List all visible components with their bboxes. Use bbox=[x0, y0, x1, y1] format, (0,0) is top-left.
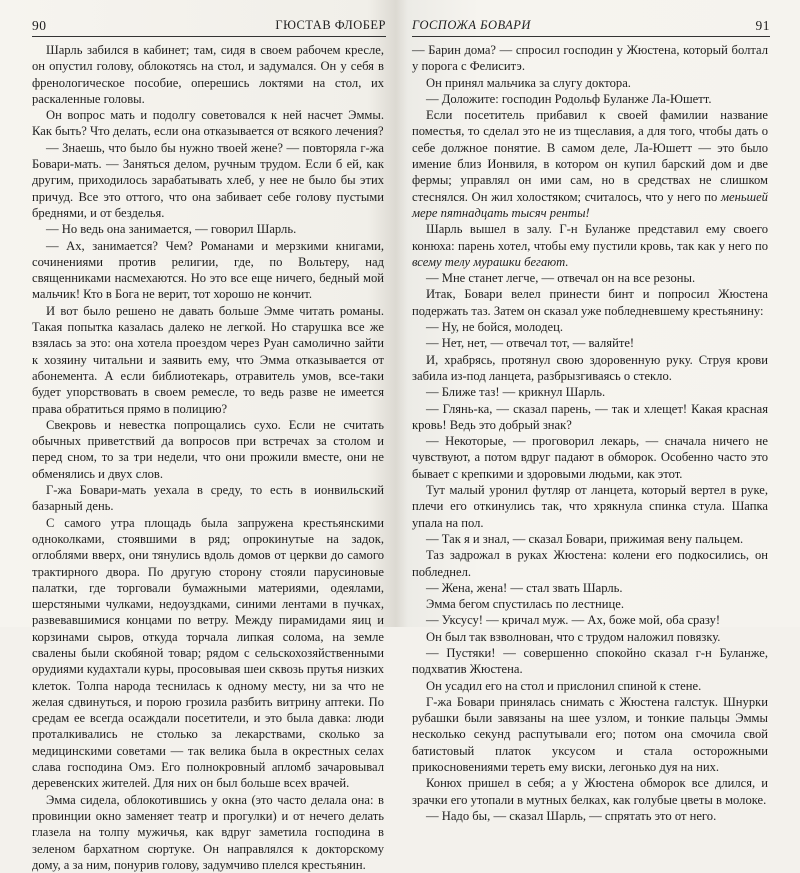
paragraph: И, храбрясь, протянул свою здоровенную руку. Струя крови забила из-под ланцета, разбрызгиваясь о стекло. bbox=[412, 352, 768, 383]
paragraph: Он вопрос мать и подолгу советовался к ней насчет Эммы. Как быть? Что делать, если она отказывается от всякого лечения? bbox=[32, 108, 384, 139]
paragraph: — Ах, занимается? Чем? Романами и мерзкими книгами, сочинениями против религии, где, по Вольтеру, над священниками насмехаются. Но это все еще ничего, бедный мой мальчик! Кто в Бога не верит, тот хорошо не кончит. bbox=[32, 238, 384, 302]
paragraph: Шарль забился в кабинет; там, сидя в своем рабочем кресле, он опустил голову, облокотясь на стол, и задумался. Он у себя в френологическое пособие, оперешись локтями на стол, их раскаленные головы. bbox=[32, 43, 384, 106]
paragraph: — Мне станет легче, — отвечал он на все резоны. bbox=[426, 271, 696, 286]
paragraph: — Знаешь, что было бы нужно твоей жене? — повторяла г-жа Бовари-мать. — Заняться делом, ручным трудом. Если б ей, как другим, приходилось зарабатывать хлеб, у нее не было бы этих причуд. Все это оттого, что она забивает себе голову пустыми бреднями, и от безделья. bbox=[32, 140, 384, 220]
paragraph: — Уксусу! — кричал муж. — Ах, боже мой, оба сразу! bbox=[426, 613, 721, 628]
paragraph: — Жена, жена! — стал звать Шарль. bbox=[426, 580, 623, 595]
page-header bbox=[32, 14, 386, 38]
italic-phrase: всему телу мурашки бегают. bbox=[412, 254, 569, 269]
paragraph: — Ну, не бойся, молодец. bbox=[426, 320, 563, 335]
paragraph: Он усадил его на стол и прислонил спиной к стене. bbox=[426, 678, 702, 693]
paragraph: — Надо бы, — сказал Шарль, — спрятать это от него. bbox=[426, 808, 717, 823]
running-head: ГЮСТАВ ФЛОБЕР bbox=[275, 18, 386, 32]
paragraph: — Глянь-ка, — сказал парень, — так и хлещет! Какая красная кровь! Ведь это добрый знак? bbox=[412, 401, 768, 432]
paragraph: — Барин дома? — спросил господин у Жюстена, который болтал у порога с Фелиситэ. bbox=[412, 43, 768, 74]
paragraph: — Доложите: господин Родольф Буланже Ла-Юшетт. bbox=[426, 91, 712, 106]
paragraph bbox=[412, 107, 768, 221]
italic-phrase: меньшей мере пятнадцать тысяч ренты! bbox=[412, 189, 768, 220]
running-head: ГОСПОЖА БОВАРИ bbox=[412, 18, 531, 32]
page-number: 91 bbox=[755, 18, 770, 33]
paragraph: С самого утра площадь была запружена крестьянскими одноколками, стоявшими в ряд; опрокинутые на задок, оглоблями вверх, они тянулись вдоль домов от церкви до самого трактирного двора. По другую сторону стояли парусиновые палатки, где торговали бумажными материями, одеялами, шерстяными чулками, недоуздками, синими лентами в пучках, развевавшимися концами по ветру. Между пирамидами яиц и корзинами сыров, откуда торчала липкая солома, на земле свалены были скобяной товар; рядом с сельскохозяйственными орудиями кудахтали куры, просовывая шеи сквозь прутья низких клеток. Толпа народа теснилась к одному месту, ни за что не желая сдвинуться, и порою грозила разбить витрину аптеки. По средам ее всегда осаждали посетители, и это была давка: люди проталкивались не столько за лекарствами, сколько за медицинскими советами — так велика была в окрестных селах слава господина Омэ. Его полнокровный апломб зачаровывал деревенских жителей. Для них он был больше всех врачей. bbox=[32, 515, 384, 791]
paragraph: — Но ведь она занимается, — говорил Шарль. bbox=[46, 222, 297, 237]
page-number: 90 bbox=[32, 18, 47, 33]
paragraph: Таз задрожал в руках Жюстена: колени его подкосились, он побледнел. bbox=[412, 548, 768, 579]
paragraph-text: Если посетитель прибавил к своей фамилии название поместья, то сделал это не из тщеславия, а для того, чтобы дать о себе должное понятие. В самом деле, Ла-Юшетт — это было имение близ Ионвиля, в котором он купил барский дом и две фермы; управлял он ими сам, но в средствах не слишком стеснялся. Он жил холостяком; считалось, что у него по bbox=[412, 108, 768, 204]
paragraph: Конюх пришел в себя; а у Жюстена обморок все длился, и зрачки его утопали в мутных белках, как голубые цветы в молоке. bbox=[412, 776, 768, 807]
paragraph: Итак, Бовари велел принести бинт и попросил Жюстена подержать таз. Затем он сказал уже побледневшему крестьянину: bbox=[412, 287, 768, 318]
paragraph: — Так я и знал, — сказал Бовари, прижимая вену пальцем. bbox=[426, 531, 744, 546]
paragraph: Эмма бегом спустилась по лестнице. bbox=[426, 597, 625, 612]
header-rule bbox=[32, 36, 386, 37]
header-rule bbox=[412, 36, 770, 37]
paragraph: Свекровь и невестка попрощались сухо. Если не считать обычных приветствий да вопросов при встречах за столом и перед сном, то за три недели, что они прожили вместе, они не обменялись и двух слов. bbox=[32, 417, 384, 481]
paragraph: Эмма сидела, облокотившись у окна (это часто делала она: в провинции окно заменяет театр и прогулки) и от нечего делать глазела на толпу мужичья, как вдруг заметила господина в зеленом бархатном сюртуке. Он направлялся к докторскому дому, а за ним, понурив голову, задумчиво плелся крестьянин. bbox=[32, 792, 384, 872]
paragraph: Он принял мальчика за слугу доктора. bbox=[426, 75, 631, 90]
paragraph: И вот было решено не давать больше Эмме читать романы. Такая попытка казалась далеко не легкой. Но старушка все же взялась за это: она хотела проездом через Руан самолично зайти к хозяину читальни и заявить ему, что Эмма отказывается от абонемента. А если библиотекарь, отравитель умов, все-таки будет упорствовать в своем ремесле, то ведь разве не имеется права обратиться прямо в полицию? bbox=[32, 303, 384, 416]
right-page bbox=[400, 0, 800, 823]
paragraph: Г-жа Бовари-мать уехала в среду, то есть в ионвильский базарный день. bbox=[32, 483, 384, 514]
paragraph-text: Шарль вышел в залу. Г-н Буланже представил ему своего конюха: парень хотел, чтобы ему пустили кровь, так как у него по bbox=[412, 222, 768, 253]
paragraph: Он был так взволнован, что с трудом наложил повязку. bbox=[426, 629, 721, 644]
paragraph: — Некоторые, — проговорил лекарь, — сначала ничего не чувствуют, а потом вдруг падают в обморок. Особенно часто это бывает с крепкими и здоровыми людьми, как этот. bbox=[412, 434, 768, 481]
paragraph bbox=[412, 221, 768, 270]
paragraph: Тут малый уронил футляр от ланцета, который вертел в руке, плечи его откинулись так, что хрякнула спинка стула. Шапка упала на пол. bbox=[412, 483, 768, 530]
page-body bbox=[412, 42, 768, 824]
left-page bbox=[0, 0, 400, 872]
paragraph: Г-жа Бовари принялась снимать с Жюстена галстук. Шнурки рубашки были завязаны на шее узлом, и тонкие пальцы Эммы несколько секунд распутывали его; потом она смочила свой батистовый платок уксусом и стала осторожными прикосновениями тереть ему виски, легонько дуя на них. bbox=[412, 694, 768, 775]
page-header bbox=[412, 14, 770, 38]
paragraph: — Нет, нет, — отвечал тот, — валяйте! bbox=[426, 336, 635, 351]
page-body bbox=[32, 42, 384, 873]
paragraph: — Ближе таз! — крикнул Шарль. bbox=[426, 385, 606, 400]
paragraph: — Пустяки! — совершенно спокойно сказал г-н Буланже, подхватив Жюстена. bbox=[412, 645, 768, 677]
